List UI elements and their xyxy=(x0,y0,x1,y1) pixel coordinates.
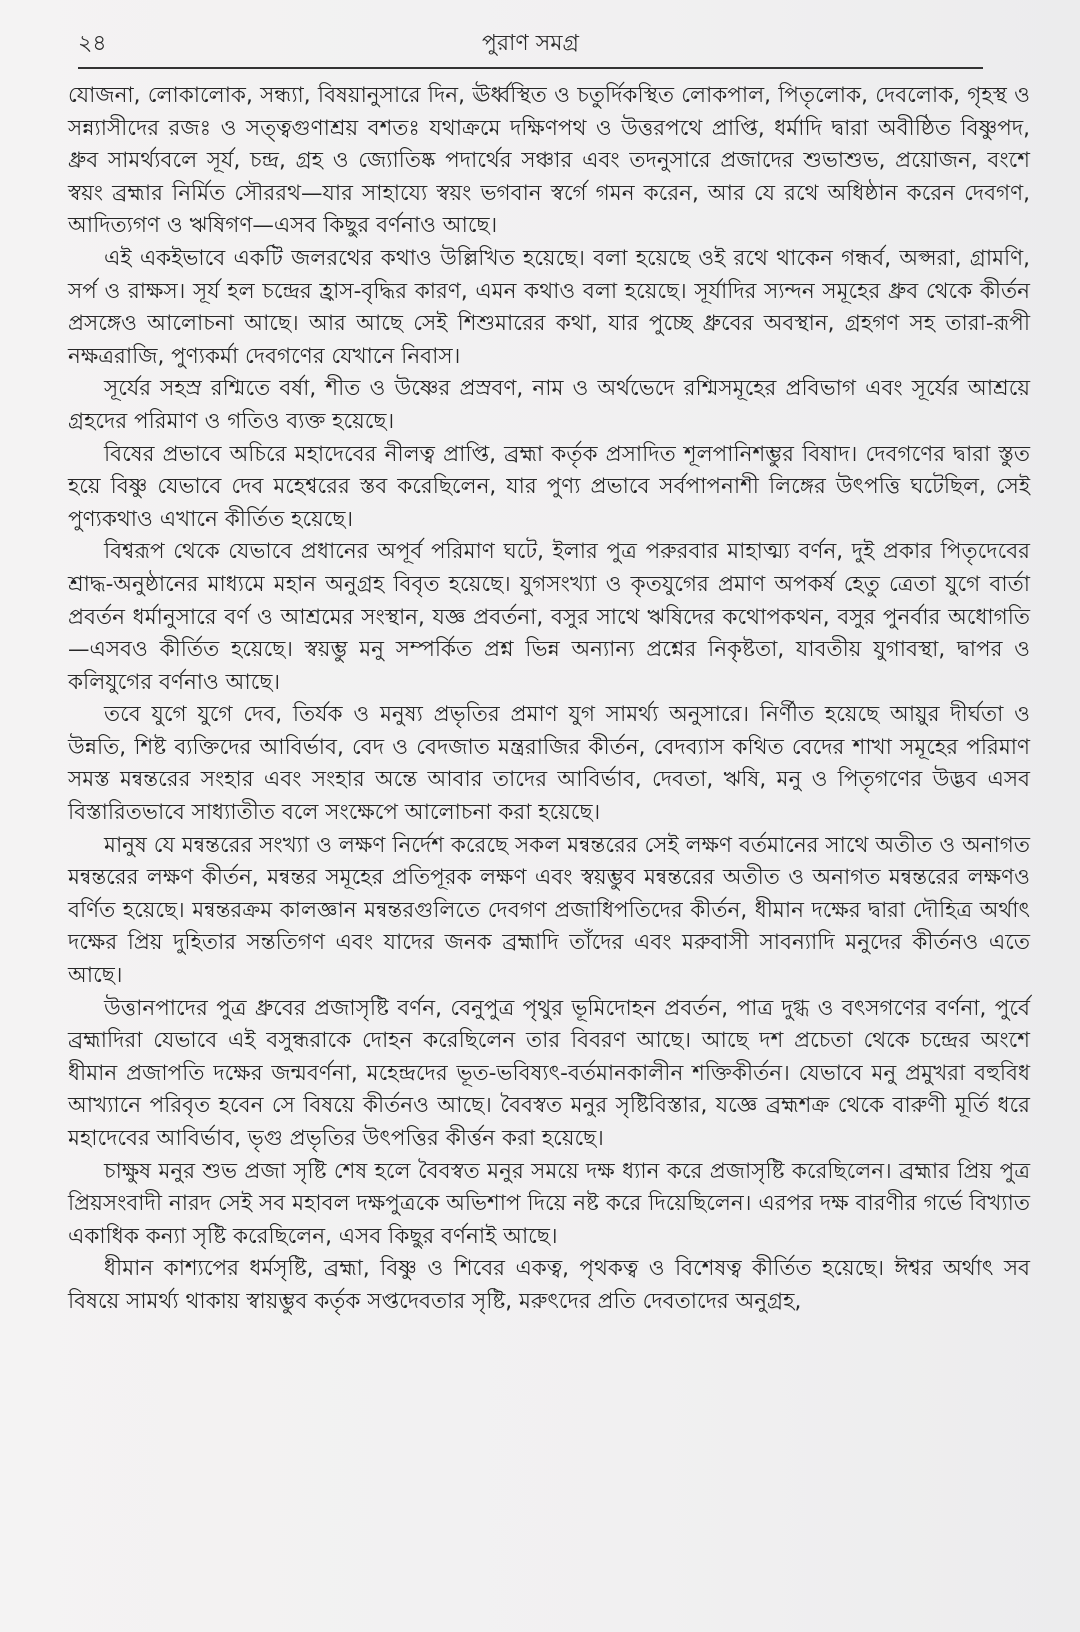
paragraph: উত্তানপাদের পুত্র ধ্রুবের প্রজাসৃষ্টি বর্ণন, বেনুপুত্র পৃথুর ভূমিদোহন প্রবর্তন, পাত্র দুগ্ধ ও বৎসগণের বর্ণনা, পুর্বে ব্রহ্মাদিরা যেভাবে এই বসুন্ধরাকে দোহন করেছিলেন তার বিবরণ আছে। আছে দশ প্রচেতা থেকে চন্দ্রের অংশে ধীমান প্রজাপতি দক্ষের জন্মবর্ণনা, মহেন্দ্রদের ভূত-ভবিষ্যৎ-বর্তমানকালীন শক্তিকীর্তন। যেভাবে মনু প্রমুখরা বহুবিধ আখ্যানে পরিবৃত হবেন সে বিষয়ে কীর্তনও আছে। বৈবস্বত মনুর সৃষ্টিবিস্তার, যজ্ঞে ব্রহ্মশক্র থেকে বারুণী মূর্তি ধরে মহাদেবের আবির্ভাব, ভৃগু প্রভৃতির উৎপত্তির কীর্ত্তন করা হয়েছে। xyxy=(68,995,1030,1151)
page-header xyxy=(78,22,983,62)
paragraph: সূর্যের সহস্র রশ্মিতে বর্ষা, শীত ও উষ্ণের প্রস্রবণ, নাম ও অর্থভেদে রশ্মিসমূহের প্রবিভাগ এবং সূর্যের আশ্রয়ে গ্রহদের পরিমাণ ও গতিও ব্যক্ত হয়েছে। xyxy=(68,376,1030,434)
running-title: পুরাণ সমগ্র xyxy=(482,31,579,56)
paragraph: তবে যুগে যুগে দেব, তির্যক ও মনুষ্য প্রভৃতির প্রমাণ যুগ সামর্থ্য অনুসারে। নির্ণীত হয়েছে আয়ুর দীর্ঘতা ও উন্নতি, শিষ্ট ব্যক্তিদের আবির্ভাব, বেদ ও বেদজাত মন্ত্ররাজির কীর্তন, বেদব্যাস কথিত বেদের শাখা সমূহের পরিমাণ সমস্ত মন্বন্তরের সংহার এবং সংহার অন্তে আবার তাদের আবির্ভাব, দেবতা, ঋষি, মনু ও পিতৃগণের উদ্ভব এসব বিস্তারিতভাবে সাধ্যাতীত বলে সংক্ষেপে আলোচনা করা হয়েছে। xyxy=(68,702,1030,826)
paragraph: যোজনা, লোকালোক, সন্ধ্যা, বিষয়ানুসারে দিন, ঊর্ধ্বস্থিত ও চতুর্দিকস্থিত লোকপাল, পিতৃলোক, দেবলোক, গৃহস্থ ও সন্ন্যাসীদের রজঃ ও সত্ত্বগুণাশ্রয় বশতঃ যথাক্রমে দক্ষিণপথ ও উত্তরপথে প্রাপ্তি, ধর্মাদি দ্বারা অবীষ্ঠিত বিষ্ণুপদ, ধ্রুব সামর্থ্যবলে সূর্য, চন্দ্র, গ্রহ ও জ্যোতিষ্ক পদার্থের সঞ্চার এবং তদনুসারে প্রজাদের শুভাশুভ, প্রয়োজন, বংশে স্বয়ং ব্রহ্মার নির্মিত সৌররথ—যার সাহায্যে স্বয়ং ভগবান স্বর্গে গমন করেন, আর যে রথে অধিষ্ঠান করেন দেবগণ, আদিত্যগণ ও ঋষিগণ—এসব কিছুর বর্ণনাও আছে। xyxy=(68,83,1030,239)
paragraph: চাক্ষুষ মনুর শুভ প্রজা সৃষ্টি শেষ হলে বৈবস্বত মনুর সময়ে দক্ষ ধ্যান করে প্রজাসৃষ্টি করেছিলেন। ব্রহ্মার প্রিয় পুত্র প্রিয়সংবাদী নারদ সেই সব মহাবল দক্ষপুত্রকে অভিশাপ দিয়ে নষ্ট করে দিয়েছিলেন। এরপর দক্ষ বারণীর গর্ভে বিখ্যাত একাধিক কন্যা সৃষ্টি করেছিলেন, এসব কিছুর বর্ণনাই আছে। xyxy=(68,1158,1030,1249)
paragraph: ধীমান কাশ্যপের ধর্মসৃষ্টি, ব্রহ্মা, বিষ্ণু ও শিবের একত্ব, পৃথকত্ব ও বিশেষত্ব কীর্তিত হয়েছে। ঈশ্বর অর্থাৎ সব বিষয়ে সামর্থ্য থাকায় স্বায়ম্ভুব কর্তৃক সপ্তদেবতার সৃষ্টি, মরুৎদের প্রতি দেবতাদের অনুগ্রহ, xyxy=(68,1256,1030,1314)
header-rule xyxy=(78,67,983,69)
paragraph: বিশ্বরূপ থেকে যেভাবে প্রধানের অপূর্ব পরিমাণ ঘটে, ইলার পুত্র পরুরবার মাহাত্ম্য বর্ণন, দুই প্রকার পিতৃদেবের শ্রাদ্ধ-অনুষ্ঠানের মাধ্যমে মহান অনুগ্রহ বিবৃত হয়েছে। যুগসংখ্যা ও কৃতযুগের প্রমাণ অপকর্ষ হেতু ত্রেতা যুগে বার্তা প্রবর্তন ধর্মানুসারে বর্ণ ও আশ্রমের সংস্থান, যজ্ঞ প্রবর্তনা, বসুর সাথে ঋষিদের কথোপকথন, বসুর পুনর্বার অধোগতি—এসবও কীর্তিত হয়েছে। স্বয়ম্ভু মনু সম্পর্কিত প্রশ্ন ভিন্ন অন্যান্য প্রশ্নের নিকৃষ্টতা, যাবতীয় যুগাবস্থা, দ্বাপর ও কলিযুগের বর্ণনাও আছে। xyxy=(68,539,1030,695)
paragraph: মানুষ যে মন্বন্তরের সংখ্যা ও লক্ষণ নির্দেশ করেছে সকল মন্বন্তরের সেই লক্ষণ বর্তমানের সাথে অতীত ও অনাগত মন্বন্তরের লক্ষণ কীর্তন, মন্বন্তর সমূহের প্রতিপূরক লক্ষণ এবং স্বয়ম্ভুব মন্বন্তরের অতীত ও অনাগত মন্বন্তরের লক্ষণও বর্ণিত হয়েছে। মন্বন্তরক্রম কালজ্ঞান মন্বন্তরগুলিতে দেবগণ প্রজাধিপতিদের কীর্তন, ধীমান দক্ষের দ্বারা দৌহিত্র অর্থাৎ দক্ষের প্রিয় দুহিতার সন্ততিগণ এবং যাদের জনক ব্রহ্মাদি তাঁদের এবং মরুবাসী সাবন্যাদি মনুদের কীর্তনও এতে আছে। xyxy=(68,832,1030,989)
paragraph: এই একইভাবে একটি জলরথের কথাও উল্লিখিত হয়েছে। বলা হয়েছে ওই রথে থাকেন গন্ধর্ব, অপ্সরা, গ্রামণি, সর্প ও রাক্ষস। সূর্য হল চন্দ্রের হ্রাস-বৃদ্ধির কারণ, এমন কথাও বলা হয়েছে। সূর্যাদির স্যন্দন সমূহের ধ্রুব থেকে কীর্তন প্রসঙ্গেও আলোচনা আছে। আর আছে সেই শিশুমারের কথা, যার পুচ্ছে ধ্রুবের অবস্থান, গ্রহগণ সহ তারা-রূপী নক্ষত্ররাজি, পুণ্যকর্মা দেবগণের যেখানে নিবাস। xyxy=(68,245,1030,369)
page-number: ২৪ xyxy=(78,31,107,56)
body-text xyxy=(68,80,1030,1319)
paragraph: বিষের প্রভাবে অচিরে মহাদেবের নীলত্ব প্রাপ্তি, ব্রহ্মা কর্তৃক প্রসাদিত শূলপানিশম্ভুর বিষাদ। দেবগণের দ্বারা স্তুত হয়ে বিষ্ণু যেভাবে দেব মহেশ্বরের স্তব করেছিলেন, যার পুণ্য প্রভাবে সর্বপাপনাশী লিঙ্গের উৎপত্তি ঘটেছিল, সেই পুণ্যকথাও এখানে কীর্তিত হয়েছে। xyxy=(68,441,1030,532)
